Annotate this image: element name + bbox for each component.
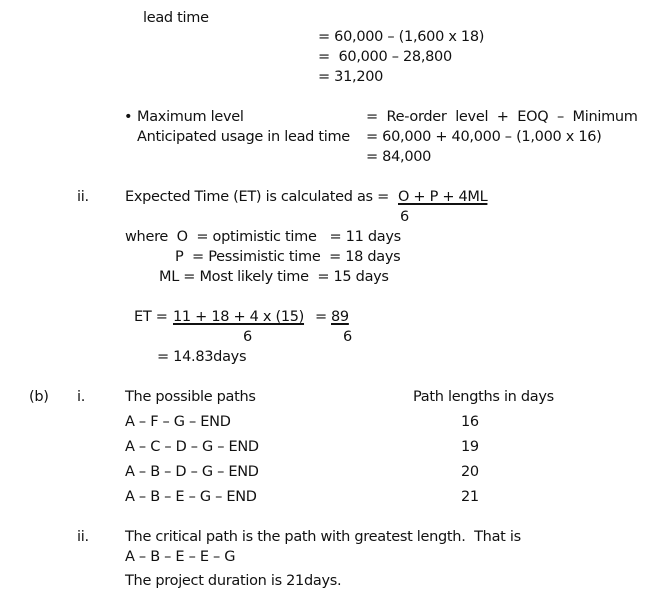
et-formula-denominator: 6 xyxy=(400,209,409,225)
length-cell: 19 xyxy=(461,439,479,455)
critical-path-text: The critical path is the path with greatest length. That is xyxy=(125,529,521,545)
where-optimistic: where O = optimistic time = 11 days xyxy=(125,229,401,245)
max-level-calc: = 60,000 + 40,000 – (1,000 x 16) xyxy=(366,129,602,145)
path-cell: A – F – G – END xyxy=(125,414,231,430)
length-cell: 21 xyxy=(461,489,479,505)
numeral-ii-a: ii. xyxy=(77,189,89,205)
et-label: ET = xyxy=(134,309,168,325)
calc-line-3: = 31,200 xyxy=(318,69,384,85)
anticipated-usage-label: Anticipated usage in lead time xyxy=(137,129,350,145)
section-b-label: (b) xyxy=(29,389,49,405)
max-level-formula: = Re-order level + EOQ – Minimum xyxy=(366,109,638,125)
path-cell: A – C – D – G – END xyxy=(125,439,259,455)
max-level-result: = 84,000 xyxy=(366,149,432,165)
calc-line-1: = 60,000 – (1,600 x 18) xyxy=(318,29,485,45)
et-numerator-2: 89 xyxy=(331,309,349,325)
where-most-likely: ML = Most likely time = 15 days xyxy=(159,269,389,285)
et-denominator: 6 xyxy=(243,329,252,345)
lead-time-label: lead time xyxy=(143,10,209,26)
et-numerator: 11 + 18 + 4 x (15) xyxy=(173,309,305,325)
critical-path-sequence: A – B – E – E – G xyxy=(125,549,236,565)
path-cell: A – B – E – G – END xyxy=(125,489,257,505)
et-result: = 14.83days xyxy=(157,349,247,365)
path-cell: A – B – D – G – END xyxy=(125,464,259,480)
where-pessimistic: P = Pessimistic time = 18 days xyxy=(175,249,401,265)
max-level-label: Maximum level xyxy=(137,109,244,125)
et-formula-numerator: O + P + 4ML xyxy=(398,189,488,205)
et-equals: = xyxy=(315,309,327,325)
et-denominator-2: 6 xyxy=(343,329,352,345)
length-cell: 20 xyxy=(461,464,479,480)
lengths-header: Path lengths in days xyxy=(413,389,554,405)
numeral-ii-b: ii. xyxy=(77,529,89,545)
paths-header: The possible paths xyxy=(125,389,256,405)
et-intro: Expected Time (ET) is calculated as = xyxy=(125,189,389,205)
numeral-i: i. xyxy=(77,389,86,405)
bullet: • xyxy=(124,109,133,125)
length-cell: 16 xyxy=(461,414,479,430)
project-duration: The project duration is 21days. xyxy=(125,573,342,589)
calc-line-2: = 60,000 – 28,800 xyxy=(318,49,452,65)
